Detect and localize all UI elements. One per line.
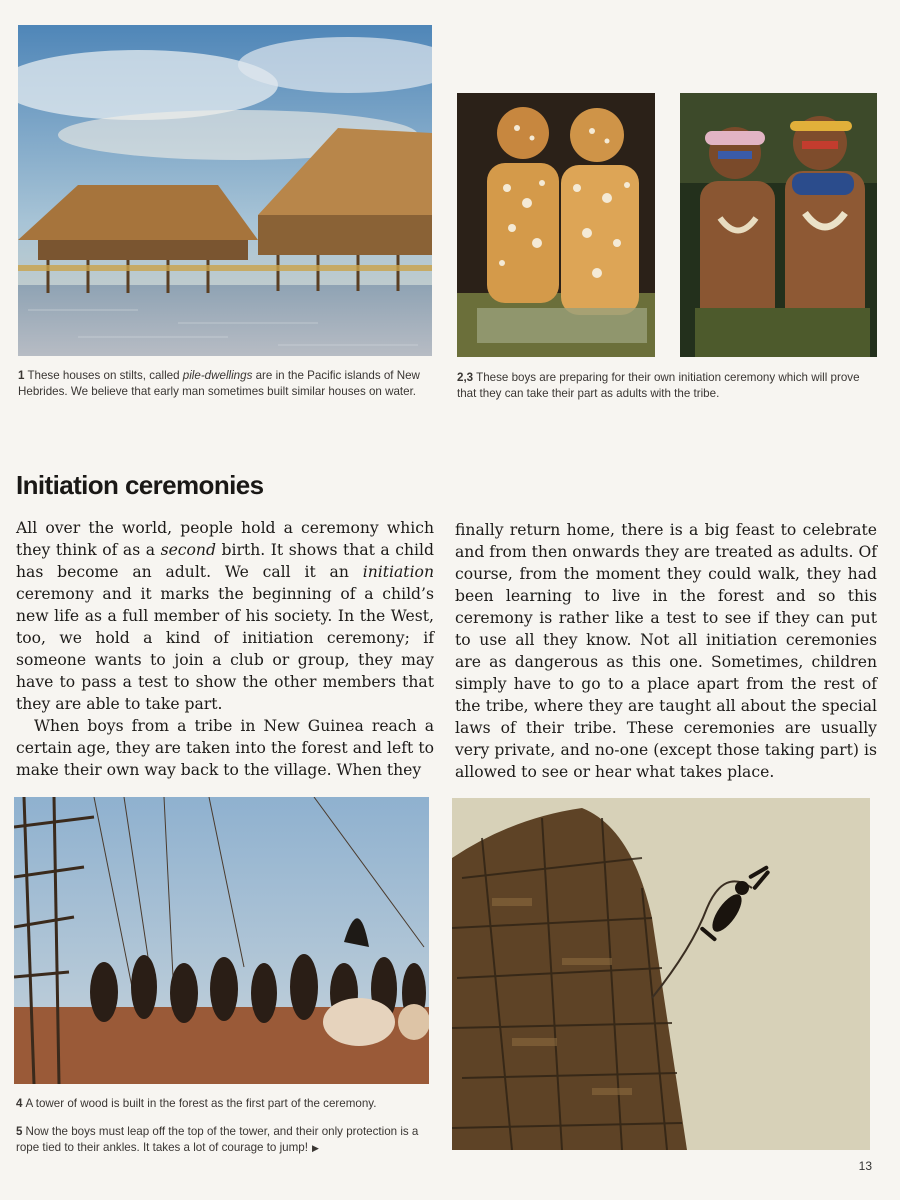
body-column-left [16,517,434,781]
caption-text: These boys are preparing for their own initiation ceremony which will prove that they can take their part as adults with the tribe. [457,371,860,400]
pointer-arrow-icon: ▶ [311,1143,319,1153]
caption-text: These houses on stilts, called [27,369,183,382]
caption-number: 4 [16,1097,23,1110]
caption-2-3 [457,370,877,402]
caption-number: 5 [16,1125,23,1138]
body-paragraph: When boys from a tribe in New Guinea reach a certain age, they are taken into the forest and left to make their own way back to the village. When they [16,717,434,779]
body-text: ceremony and it marks the beginning of a child’s new life as a full member of his society. In the West, too, we hold a kind of initiation ceremony; if someone wants to join a club or group, they may have to pass a test to show the other members that they are able to take part. [16,585,434,713]
section-heading: Initiation ceremonies [16,470,264,500]
caption-number: 2,3 [457,371,474,384]
body-emphasis: second [160,541,216,559]
page-number: 13 [858,1159,872,1173]
caption-1 [18,368,432,400]
body-paragraph: finally return home, there is a big feast to celebrate and from then onwards they are treated as adults. Of course, from the moment they could walk, they had been learning to live in the forest and so this ceremony is rather like a test to see if they can put to use all they know. Not all initiation ceremonies are as dangerous as this one. Sometimes, children simply have to go to a place apart from the rest of the tribe, where they are taught all about the special laws of their tribe. These ceremonies are usually very private, and no-one (except those taking part) is allowed to see or hear what takes place. [455,521,877,781]
painted-boys-photo [680,93,877,357]
body-paragraph [16,517,434,715]
tower-photo [14,797,429,1084]
caption-emphasis: pile-dwellings [182,369,253,382]
body-text: All over the world, people hold a ceremony which they think of as a [16,519,434,559]
body-emphasis: initiation [362,563,434,581]
caption-text: Now the boys must leap off the top of the tower, and their only protection is a rope tied to their ankles. It takes a lot of courage to jump! [16,1125,419,1154]
caption-text: A tower of wood is built in the forest as the first part of the ceremony. [25,1097,377,1110]
caption-text: are in the Pacific islands of New Hebrides. We believe that early man sometimes built similar houses on water. [18,369,420,398]
body-column-right [455,519,877,783]
body-text: birth. It shows that a child has become an adult. We call it an [16,541,434,581]
caption-number: 1 [18,369,25,382]
boys-photo [457,93,655,357]
house-photo [18,25,432,356]
jumper-photo [452,798,870,1150]
caption-4 [16,1096,436,1112]
caption-5 [16,1124,440,1156]
